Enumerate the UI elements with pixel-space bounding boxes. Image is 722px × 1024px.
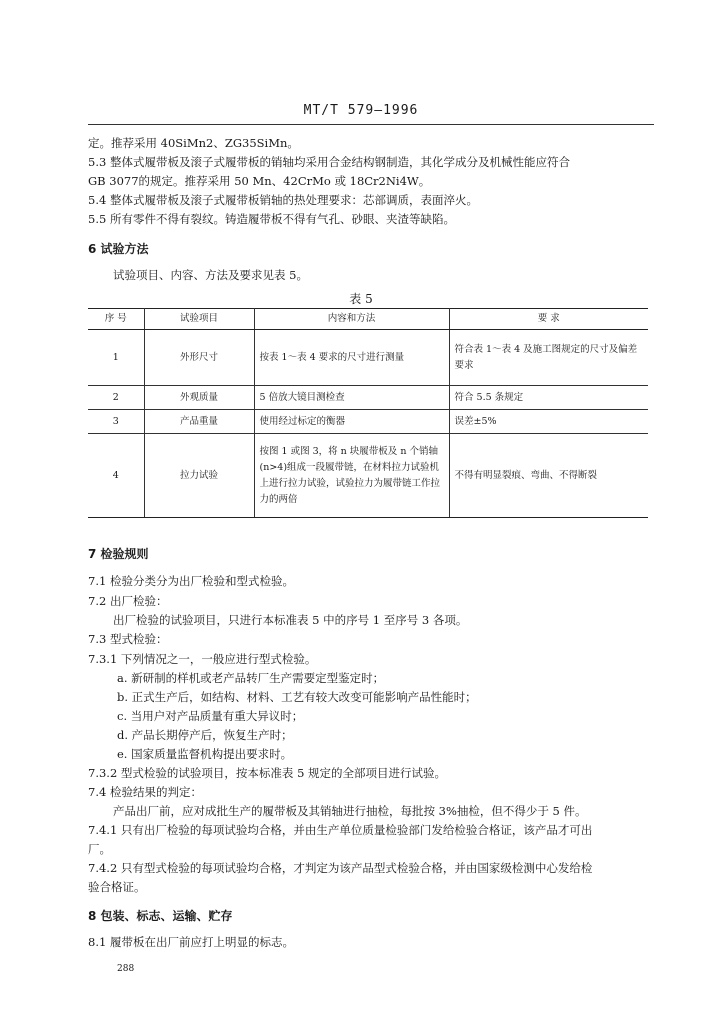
clause-7-1: 7.1 检验分类分为出厂检验和型式检验。 [88,574,294,588]
clause-7-4-1-cont: 厂。 [88,842,111,856]
section-6-title: 6 试验方法 [88,242,149,256]
table-cell: 1 [88,330,144,386]
section-6-intro: 试验项目、内容、方法及要求见表 5。 [113,268,308,282]
clause-8-1: 8.1 履带板在出厂前应打上明显的标志。 [88,935,294,949]
table-cell: 使用经过标定的衡器 [254,410,449,434]
clause-7-4-2-cont: 验合格证。 [88,880,146,894]
table-cell: 外形尺寸 [144,330,254,386]
table-row [88,330,648,386]
table-cell: 3 [88,410,144,434]
table-cell: 按表 1～表 4 要求的尺寸进行测量 [254,330,449,386]
table-caption: 表 5 [349,292,373,306]
table-cell: 符合表 1～表 4 及施工图规定的尺寸及偏差要求 [449,330,648,386]
clause-5-3-cont: GB 3077的规定。推荐采用 50 Mn、42CrMo 或 18Cr2Ni4W。 [88,174,431,188]
clause-7-4-1: 7.4.1 只有出厂检验的每项试验均合格，并由生产单位质量检验部门发给检验合格证，该产品才可出 [88,823,593,837]
table-row [88,386,648,410]
table-row [88,410,648,434]
header-cell: 要 求 [449,309,648,330]
table-cell: 符合 5.5 条规定 [449,386,648,410]
table-cell: 4 [88,434,144,518]
clause-5-5: 5.5 所有零件不得有裂纹。铸造履带板不得有气孔、砂眼、夹渣等缺陷。 [88,212,455,226]
clause-5-4: 5.4 整体式履带板及滚子式履带板销轴的热处理要求：芯部调质，表面淬火。 [88,193,478,207]
clause-7-4-text: 产品出厂前，应对成批生产的履带板及其销轴进行抽检，每批按 3%抽检，但不得少于 5 件。 [113,804,587,818]
paragraph-line: 定。推荐采用 40SiMn2、ZG35SiMn。 [88,136,299,150]
table-cell: 不得有明显裂痕、弯曲、不得断裂 [449,434,648,518]
list-item-c: c. 当用户对产品质量有重大异议时； [117,709,304,723]
clause-7-2-text: 出厂检验的试验项目，只进行本标准表 5 中的序号 1 至序号 3 各项。 [113,613,468,627]
section-8-title: 8 包装、标志、运输、贮存 [88,909,233,923]
clause-7-4: 7.4 检验结果的判定： [88,785,202,799]
table-cell: 误差±5% [449,410,648,434]
clause-7-3-1: 7.3.1 下列情况之一，一般应进行型式检验。 [88,652,317,666]
standard-code-header: MT/T 579—1996 [303,103,419,118]
table-cell: 5 倍放大镜目测检查 [254,386,449,410]
clause-7-4-2: 7.4.2 只有型式检验的每项试验均合格，才判定为该产品型式检验合格，并由国家级检测中心发给检 [88,861,593,875]
clause-7-3: 7.3 型式检验： [88,632,168,646]
header-cell: 试验项目 [144,309,254,330]
list-item-d: d. 产品长期停产后，恢复生产时； [117,728,293,742]
table-cell: 外观质量 [144,386,254,410]
page-number: 288 [117,964,135,974]
clause-7-2: 7.2 出厂检验： [88,594,168,608]
table-cell: 产品重量 [144,410,254,434]
clause-7-3-2: 7.3.2 型式检验的试验项目，按本标准表 5 规定的全部项目进行试验。 [88,766,447,780]
header-cell: 序 号 [88,309,144,330]
header-cell: 内容和方法 [254,309,449,330]
table-5 [88,308,648,518]
header-rule [88,124,654,125]
section-7-title: 7 检验规则 [88,547,149,561]
table-row [88,434,648,518]
table-cell: 2 [88,386,144,410]
table-cell: 按图 1 或图 3，将 n 块履带板及 n 个销轴(n>4)组成一段履带链，在材料拉力试验机上进行拉力试验，试验拉力为履带链工作拉力的两倍 [254,434,449,518]
list-item-e: e. 国家质量监督机构提出要求时。 [117,747,293,761]
table-header-row [88,309,648,330]
list-item-a: a. 新研制的样机或老产品转厂生产需要定型鉴定时； [117,671,385,685]
table-cell: 拉力试验 [144,434,254,518]
list-item-b: b. 正式生产后，如结构、材料、工艺有较大改变可能影响产品性能时； [117,690,477,704]
clause-5-3: 5.3 整体式履带板及滚子式履带板的销轴均采用合金结构钢制造，其化学成分及机械性能应符合 [88,155,570,169]
